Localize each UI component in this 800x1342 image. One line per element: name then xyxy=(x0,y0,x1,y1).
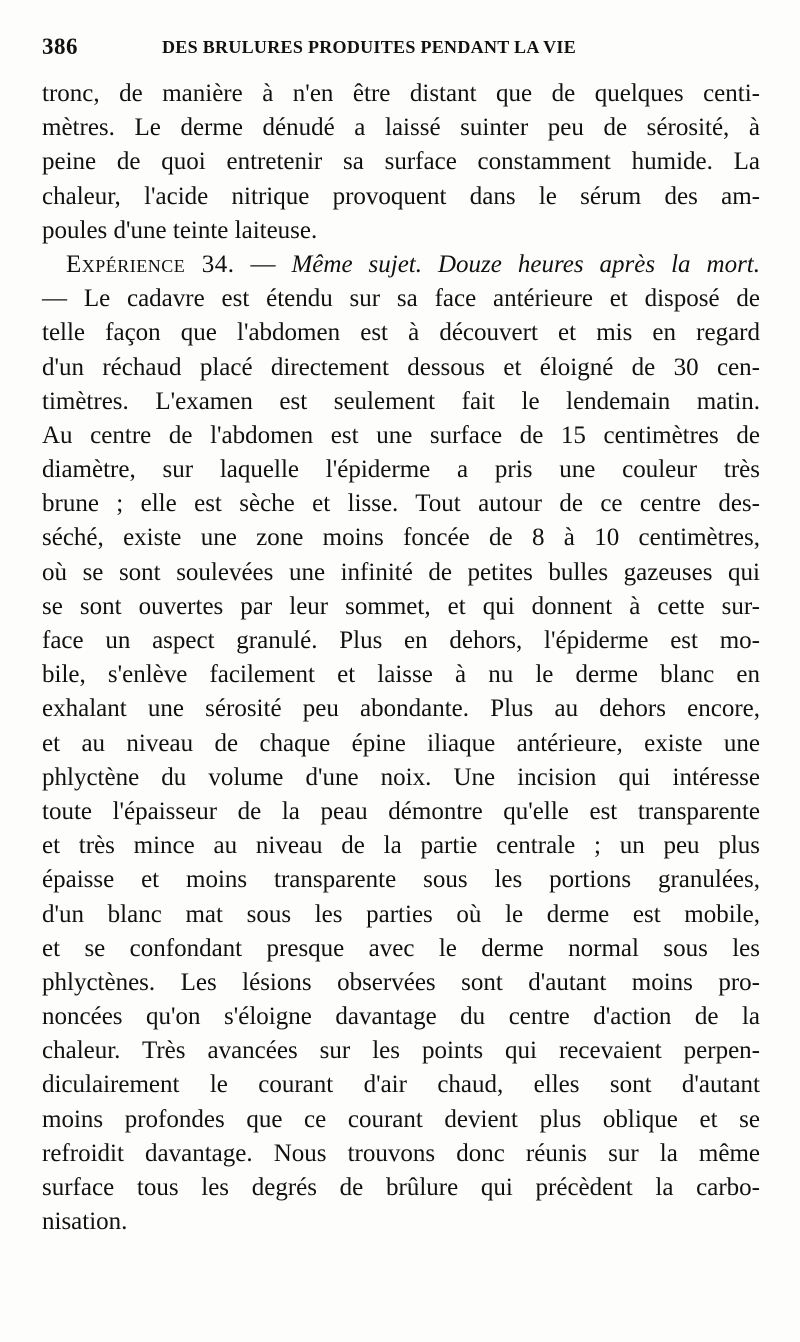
text-line: et très mince au niveau de la partie centrale ; un peu plus xyxy=(42,832,760,860)
experiment-label: Expérience 34. xyxy=(66,250,235,278)
experiment-title: Même sujet. Douze heures après la mort. xyxy=(291,250,760,278)
text-line: d'un blanc mat sous les parties où le derme est mobile, xyxy=(42,900,760,928)
text-line: où se sont soulevées une infinité de petites bulles gazeuses qui xyxy=(42,558,760,586)
text-line: — Le cadavre est étendu sur sa face antérieure et disposé de xyxy=(42,285,760,313)
text-line: telle façon que l'abdomen est à découvert et mis en regard xyxy=(42,319,760,347)
text-line: phlyctènes. Les lésions observées sont d'autant moins pro- xyxy=(42,968,760,996)
body-text xyxy=(42,77,760,1239)
text-line: se sont ouvertes par leur sommet, et qui donnent à cette sur- xyxy=(42,592,760,620)
text-line: noncées qu'on s'éloigne davantage du centre d'action de la xyxy=(42,1003,760,1031)
text-line: diculairement le courant d'air chaud, elles sont d'autant xyxy=(42,1071,760,1099)
text-line: exhalant une sérosité peu abondante. Plus au dehors encore, xyxy=(42,695,760,723)
text-line: chaleur, l'acide nitrique provoquent dans le sérum des am- xyxy=(42,182,760,210)
text-line: refroidit davantage. Nous trouvons donc réunis sur la même xyxy=(42,1139,760,1167)
text-line: nisation. xyxy=(42,1208,128,1236)
text-line: mètres. Le derme dénudé a laissé suinter peu de sérosité, à xyxy=(42,114,760,142)
text-line: et se confondant presque avec le derme normal sous les xyxy=(42,934,760,962)
text-line: brune ; elle est sèche et lisse. Tout autour de ce centre des- xyxy=(42,490,760,518)
text-line: séché, existe une zone moins foncée de 8 à 10 centimètres, xyxy=(42,524,760,552)
text-line: et au niveau de chaque épine iliaque antérieure, existe une xyxy=(42,729,760,757)
running-title: DES BRULURES PRODUITES PENDANT LA VIE xyxy=(162,37,577,57)
text-line: d'un réchaud placé directement dessous et éloigné de 30 cen- xyxy=(42,353,760,381)
text-line: face un aspect granulé. Plus en dehors, l'épiderme est mo- xyxy=(42,627,760,654)
text-line: toute l'épaisseur de la peau démontre qu'elle est transparente xyxy=(42,797,760,825)
text-line: diamètre, sur laquelle l'épiderme a pris une couleur très xyxy=(42,456,760,484)
text-line: tronc, de manière à n'en être distant que de quelques centi- xyxy=(42,80,760,107)
text-line: timètres. L'examen est seulement fait le lendemain matin. xyxy=(42,387,760,415)
page-header xyxy=(42,34,762,68)
page-number: 386 xyxy=(42,34,78,59)
text-line: chaleur. Très avancées sur les points qui recevaient perpen- xyxy=(42,1037,760,1065)
text-line: épaisse et moins transparente sous les portions granulées, xyxy=(42,866,760,894)
text-line: Au centre de l'abdomen est une surface de 15 centimètres de xyxy=(42,421,760,449)
text-line: bile, s'enlève facilement et laisse à nu le derme blanc en xyxy=(42,661,760,689)
experiment-heading-line xyxy=(42,248,760,282)
text-line: surface tous les degrés de brûlure qui précèdent la carbo- xyxy=(42,1174,760,1201)
text-line: poules d'une teinte laiteuse. xyxy=(42,216,318,244)
text-line: moins profondes que ce courant devient plus oblique et se xyxy=(42,1105,760,1133)
text-line: peine de quoi entretenir sa surface constamment humide. La xyxy=(42,148,760,176)
heading-dash: — xyxy=(234,250,292,278)
text-line: phlyctène du volume d'une noix. Une incision qui intéresse xyxy=(42,763,760,791)
